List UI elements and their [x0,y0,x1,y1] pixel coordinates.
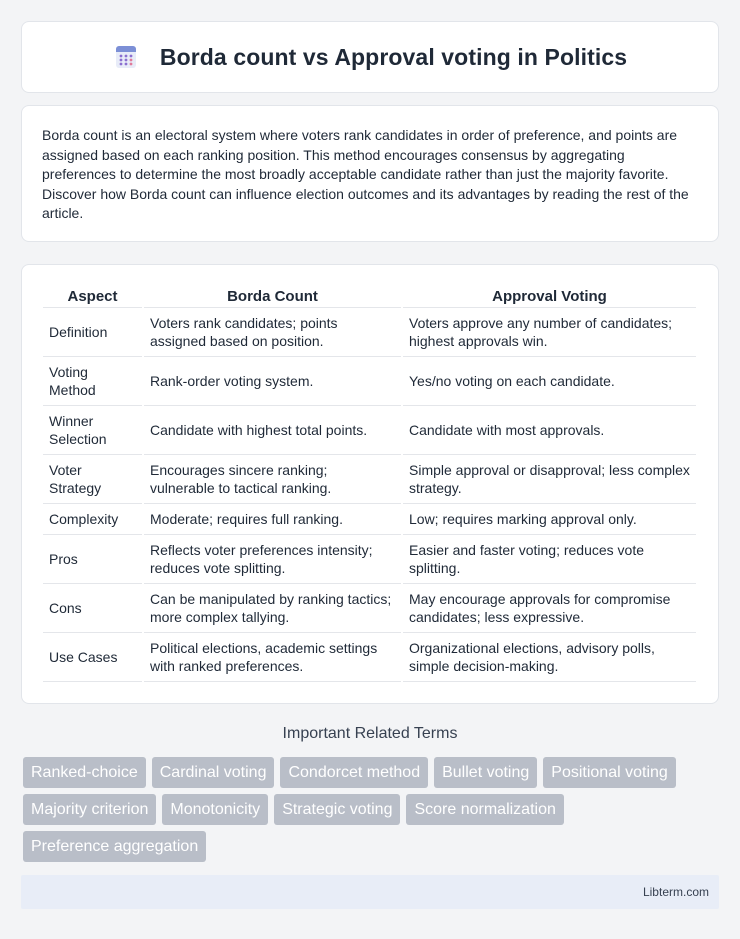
footer [21,875,719,909]
borda-cell: Reflects voter preferences intensity; reduces vote splitting. [144,535,401,584]
table-row [43,357,696,406]
tag-ranked-choice[interactable]: Ranked-choice [23,757,146,788]
tag-row [23,831,723,862]
comparison-table-card [21,264,719,704]
tag-condorcet-method[interactable]: Condorcet method [280,757,428,788]
table-row [43,406,696,455]
tag-row [23,794,723,825]
related-terms-title: Important Related Terms [282,725,458,742]
borda-cell: Political elections, academic settings with ranked preferences. [144,633,401,682]
aspect-cell: Voting Method [43,357,142,406]
table-row [43,504,696,535]
approval-cell: May encourage approvals for compromise candidates; less expressive. [403,584,696,633]
approval-cell: Simple approval or disapproval; less complex strategy. [403,455,696,504]
table-row [43,584,696,633]
aspect-cell: Definition [43,308,142,357]
aspect-cell: Winner Selection [43,406,142,455]
title-card [21,21,719,93]
aspect-cell: Complexity [43,504,142,535]
tag-majority-criterion[interactable]: Majority criterion [23,794,156,825]
tag-strategic-voting[interactable]: Strategic voting [274,794,400,825]
tag-cardinal-voting[interactable]: Cardinal voting [152,757,275,788]
header-approval-voting: Approval Voting [403,285,696,308]
aspect-cell: Use Cases [43,633,142,682]
tag-preference-aggregation[interactable]: Preference aggregation [23,831,206,862]
aspect-cell: Cons [43,584,142,633]
approval-cell: Organizational elections, advisory polls, simple decision-making. [403,633,696,682]
approval-cell: Candidate with most approvals. [403,406,696,455]
tag-monotonicity[interactable]: Monotonicity [162,794,268,825]
approval-cell: Voters approve any number of candidates; highest approvals win. [403,308,696,357]
approval-cell: Yes/no voting on each candidate. [403,357,696,406]
table-row [43,455,696,504]
calculator-icon [113,44,139,70]
borda-cell: Encourages sincere ranking; vulnerable to tactical ranking. [144,455,401,504]
footer-site-link[interactable]: Libterm.com [642,885,709,899]
borda-cell: Moderate; requires full ranking. [144,504,401,535]
tag-score-normalization[interactable]: Score normalization [406,794,563,825]
borda-cell: Can be manipulated by ranking tactics; more complex tallying. [144,584,401,633]
tag-bullet-voting[interactable]: Bullet voting [434,757,537,788]
tag-row [23,757,723,788]
related-terms-list [23,757,723,868]
tag-positional-voting[interactable]: Positional voting [543,757,676,788]
approval-cell: Easier and faster voting; reduces vote splitting. [403,535,696,584]
header-borda-count: Borda Count [144,285,401,308]
approval-cell: Low; requires marking approval only. [403,504,696,535]
comparison-table [41,285,698,682]
aspect-cell: Voter Strategy [43,455,142,504]
table-row [43,308,696,357]
table-header-row [43,285,696,308]
aspect-cell: Pros [43,535,142,584]
page-title: Borda count vs Approval voting in Politics [159,43,628,70]
borda-cell: Candidate with highest total points. [144,406,401,455]
borda-cell: Voters rank candidates; points assigned based on position. [144,308,401,357]
intro-paragraph: Borda count is an electoral system where voters rank candidates in order of preference, and points are assigned based on each ranking position. This method encourages consensus by aggregating preferences to determine the most broadly acceptable candidate rather than just the majority favorite. Discover how Borda count can influence election outcomes and its advantages by reading the rest of the article. [42,127,689,222]
header-aspect: Aspect [43,285,142,308]
table-row [43,535,696,584]
intro-card [21,105,719,242]
borda-cell: Rank-order voting system. [144,357,401,406]
table-row [43,633,696,682]
